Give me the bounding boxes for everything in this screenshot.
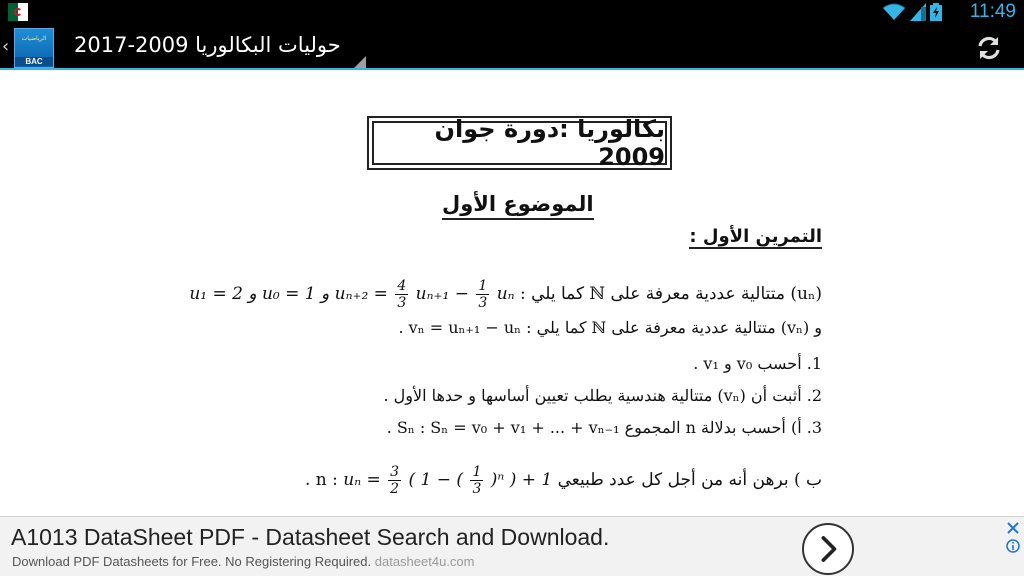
wifi-icon bbox=[882, 3, 906, 21]
exercise-line-1 bbox=[189, 278, 822, 311]
dropdown-indicator-icon[interactable] bbox=[354, 56, 366, 68]
un-formula-end: )ⁿ ) + 1 . bbox=[304, 470, 553, 490]
question-2: 2. أثبت أن (vₙ) متتالية هندسية يطلب تعيين أساسها و حدها الأول . bbox=[383, 386, 822, 405]
subject-title: الموضوع الأول bbox=[442, 192, 594, 220]
ad-title[interactable]: A1013 DataSheet PDF - Datasheet Search and Download. bbox=[11, 524, 610, 550]
ad-domain: datasheet4u.com bbox=[374, 554, 475, 569]
app-icon-label: BAC bbox=[15, 57, 53, 66]
close-icon[interactable] bbox=[1006, 521, 1020, 535]
frac-den: 3 bbox=[472, 481, 482, 497]
line1-formula-a: uₙ₊₂ = bbox=[334, 284, 388, 304]
battery-icon bbox=[930, 3, 942, 21]
line1-formula-mid: uₙ₊₁ − bbox=[415, 284, 469, 304]
app-icon[interactable] bbox=[14, 28, 54, 68]
algeria-flag-icon bbox=[8, 3, 28, 21]
info-icon[interactable] bbox=[1006, 539, 1020, 553]
document-viewer[interactable] bbox=[0, 72, 1024, 516]
app-icon-text: الرياضيات bbox=[21, 35, 47, 42]
line1-text: متتالية عددية معرفة على ℕ كما يلي : bbox=[519, 284, 785, 304]
exercise-title bbox=[689, 226, 822, 247]
status-bar bbox=[0, 0, 1024, 24]
ad-banner[interactable] bbox=[0, 516, 1024, 576]
signal-icon bbox=[910, 3, 926, 21]
question-1: 1. أحسب v₀ و v₁ . bbox=[693, 354, 822, 373]
fraction-4-3 bbox=[395, 278, 408, 311]
frac-den: 3 bbox=[478, 295, 488, 311]
action-bar bbox=[0, 24, 1024, 70]
up-navigation-icon[interactable]: ‹ bbox=[2, 36, 10, 57]
exercise-title-text: التمرين الأول : bbox=[689, 226, 822, 247]
fraction-1-3-power bbox=[470, 464, 483, 497]
exam-header: بكالوريا :دورة جوان 2009 bbox=[372, 121, 667, 165]
frac-num: 1 bbox=[478, 278, 488, 294]
frac-num: 4 bbox=[397, 278, 407, 294]
un-formula-paren: ( 1 − ( bbox=[408, 470, 464, 490]
question-3b-text: ب ) برهن أنه من أجل كل عدد طبيعي n : bbox=[315, 470, 822, 490]
refresh-icon[interactable] bbox=[974, 33, 1004, 63]
frac-num: 3 bbox=[390, 464, 400, 480]
status-icons bbox=[882, 3, 942, 21]
fraction-1-3 bbox=[476, 278, 489, 311]
sequence-u: (uₙ) bbox=[790, 284, 822, 304]
un-formula-start: uₙ = bbox=[343, 470, 381, 490]
exam-header-box bbox=[367, 116, 672, 170]
fraction-3-2 bbox=[388, 464, 401, 497]
ad-description[interactable] bbox=[12, 554, 474, 569]
frac-num: 1 bbox=[472, 464, 482, 480]
clock: 11:49 bbox=[969, 1, 1016, 22]
question-3b bbox=[305, 464, 822, 497]
document-page bbox=[162, 92, 864, 516]
chevron-right-icon[interactable] bbox=[802, 523, 854, 575]
frac-den: 2 bbox=[390, 481, 400, 497]
question-3a: 3. أ) أحسب بدلالة n المجموع Sₙ : Sₙ = v₀ + v₁ + ... + vₙ₋₁ . bbox=[386, 418, 822, 437]
line1-formula-end: uₙ و u₀ = 1 و u₁ = 2 bbox=[189, 284, 515, 304]
frac-den: 3 bbox=[397, 295, 407, 311]
ad-description-text: Download PDF Datasheets for Free. No Registering Required. bbox=[12, 554, 372, 569]
app-title[interactable]: حوليات البكالوريا 2009-2017 bbox=[74, 33, 341, 57]
exercise-line-2: و (vₙ) متتالية عددية معرفة على ℕ كما يلي : vₙ = uₙ₊₁ − uₙ . bbox=[398, 318, 822, 337]
